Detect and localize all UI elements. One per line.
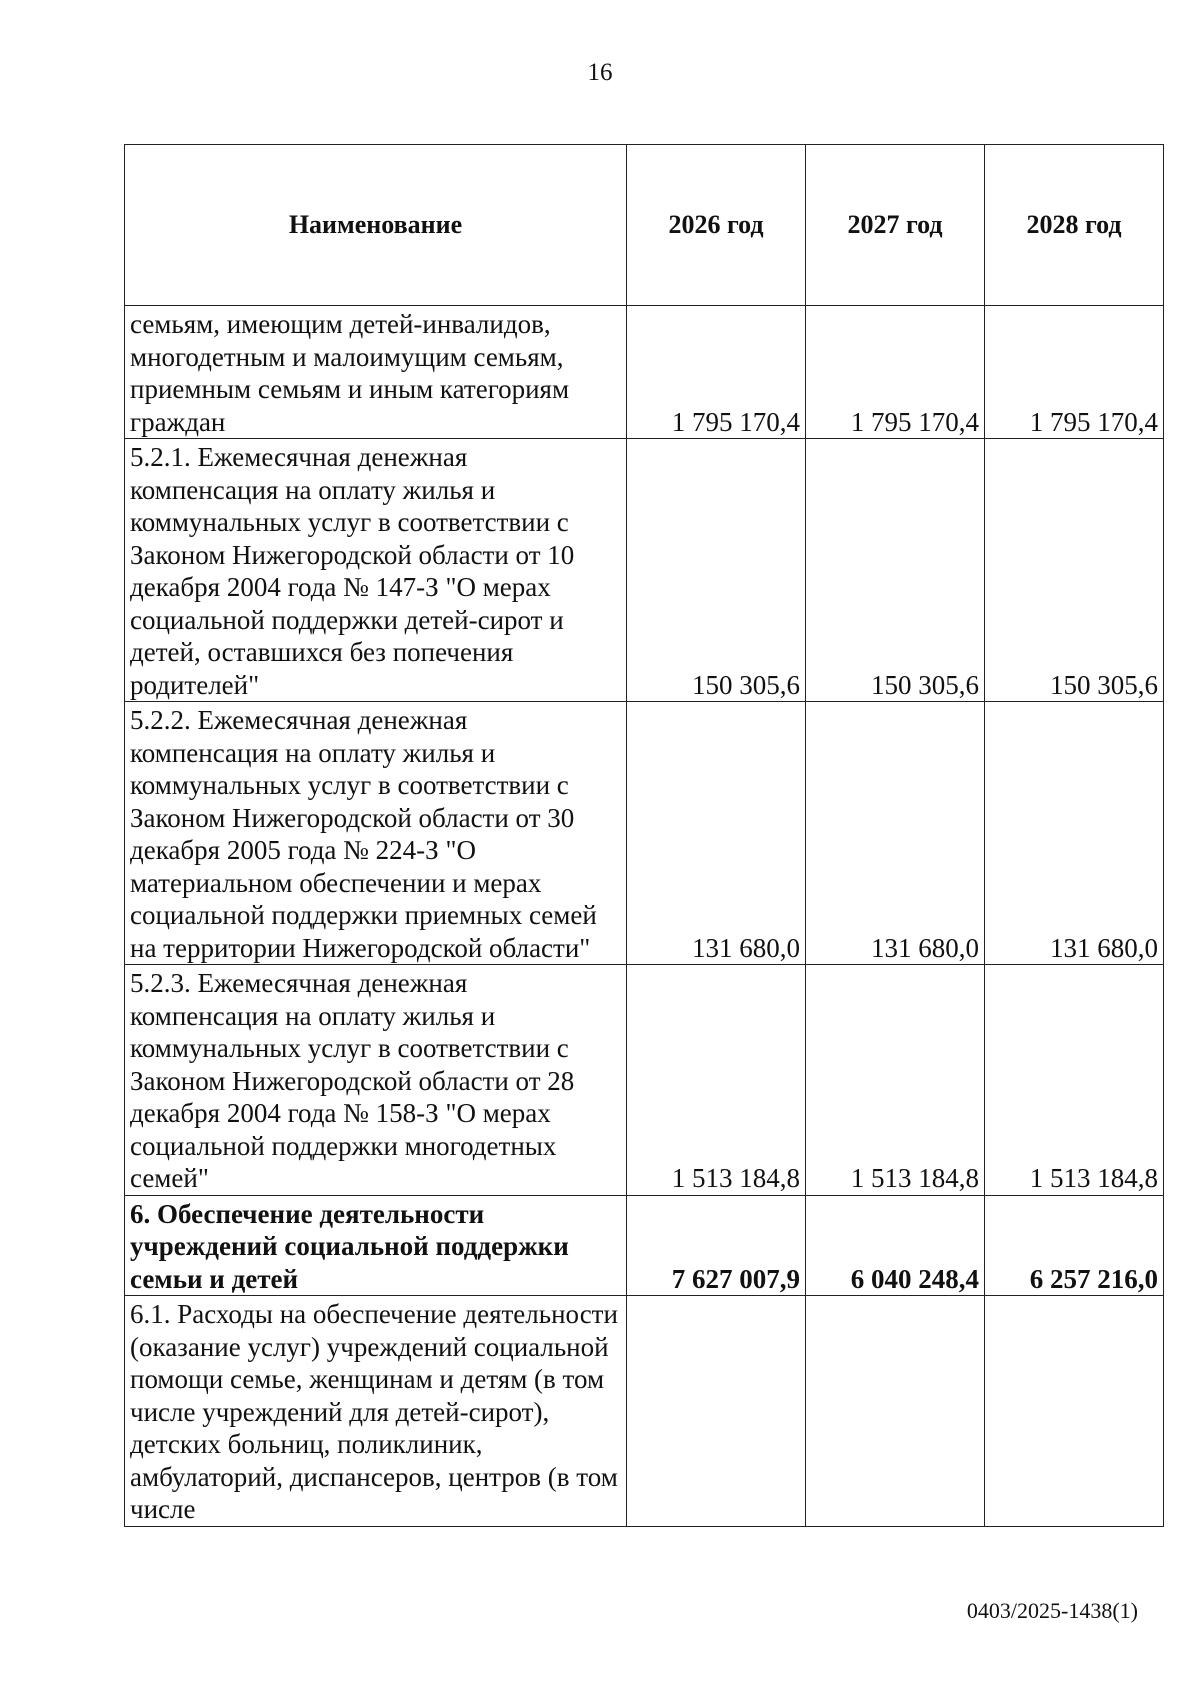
row-value-2027: 1 795 170,4 [806,306,985,439]
budget-table [124,144,1164,1527]
table-row [125,702,1164,965]
row-value-2026: 131 680,0 [627,702,806,965]
header-name: Наименование [125,145,627,306]
table-row [125,1296,1164,1527]
row-value-2026: 7 627 007,9 [627,1195,806,1296]
row-value-2028: 150 305,6 [985,439,1164,702]
row-value-2026 [627,1296,806,1527]
table-header-row [125,145,1164,306]
table-row [125,439,1164,702]
row-value-2026: 1 795 170,4 [627,306,806,439]
table-row [125,965,1164,1196]
row-value-2027: 150 305,6 [806,439,985,702]
row-name: семьям, имеющим детей-инвалидов, многодетным и малоимущим семьям, приемным семьям и иным категориям граждан [125,306,627,439]
row-value-2028 [985,1296,1164,1527]
row-value-2027 [806,1296,985,1527]
header-year-2026: 2026 год [627,145,806,306]
row-value-2026: 1 513 184,8 [627,965,806,1196]
header-year-2027: 2027 год [806,145,985,306]
row-value-2027: 131 680,0 [806,702,985,965]
row-value-2028: 131 680,0 [985,702,1164,965]
row-value-2027: 1 513 184,8 [806,965,985,1196]
table-row-section-total [125,1195,1164,1296]
row-name: 6. Обеспечение деятельности учреждений социальной поддержки семьи и детей [125,1195,627,1296]
row-name: 5.2.1. Ежемесячная денежная компенсация на оплату жилья и коммунальных услуг в соответствии с Законом Нижегородской области от 10 декабря 2004 года № 147-З "О мерах социальной поддержки детей-сирот и детей, оставшихся без попечения родителей" [125,439,627,702]
row-value-2028: 1 795 170,4 [985,306,1164,439]
row-value-2028: 6 257 216,0 [985,1195,1164,1296]
row-name: 5.2.2. Ежемесячная денежная компенсация на оплату жилья и коммунальных услуг в соответствии с Законом Нижегородской области от 30 декабря 2005 года № 224-З "О материальном обеспечении и мерах социальной поддержки приемных семей на территории Нижегородской области" [125,702,627,965]
header-year-2028: 2028 год [985,145,1164,306]
page-number: 16 [587,59,613,86]
row-name: 6.1. Расходы на обеспечение деятельности (оказание услуг) учреждений социальной помощи семье, женщинам и детям (в том числе учреждений для детей-сирот), детских больниц, поликлиник, амбулаторий, диспансеров, центров (в том числе [125,1296,627,1527]
row-value-2026: 150 305,6 [627,439,806,702]
row-value-2027: 6 040 248,4 [806,1195,985,1296]
table-row [125,306,1164,439]
row-name: 5.2.3. Ежемесячная денежная компенсация на оплату жилья и коммунальных услуг в соответствии с Законом Нижегородской области от 28 декабря 2004 года № 158-З "О мерах социальной поддержки многодетных семей" [125,965,627,1196]
row-value-2028: 1 513 184,8 [985,965,1164,1196]
document-code: 0403/2025-1438(1) [966,1598,1138,1623]
